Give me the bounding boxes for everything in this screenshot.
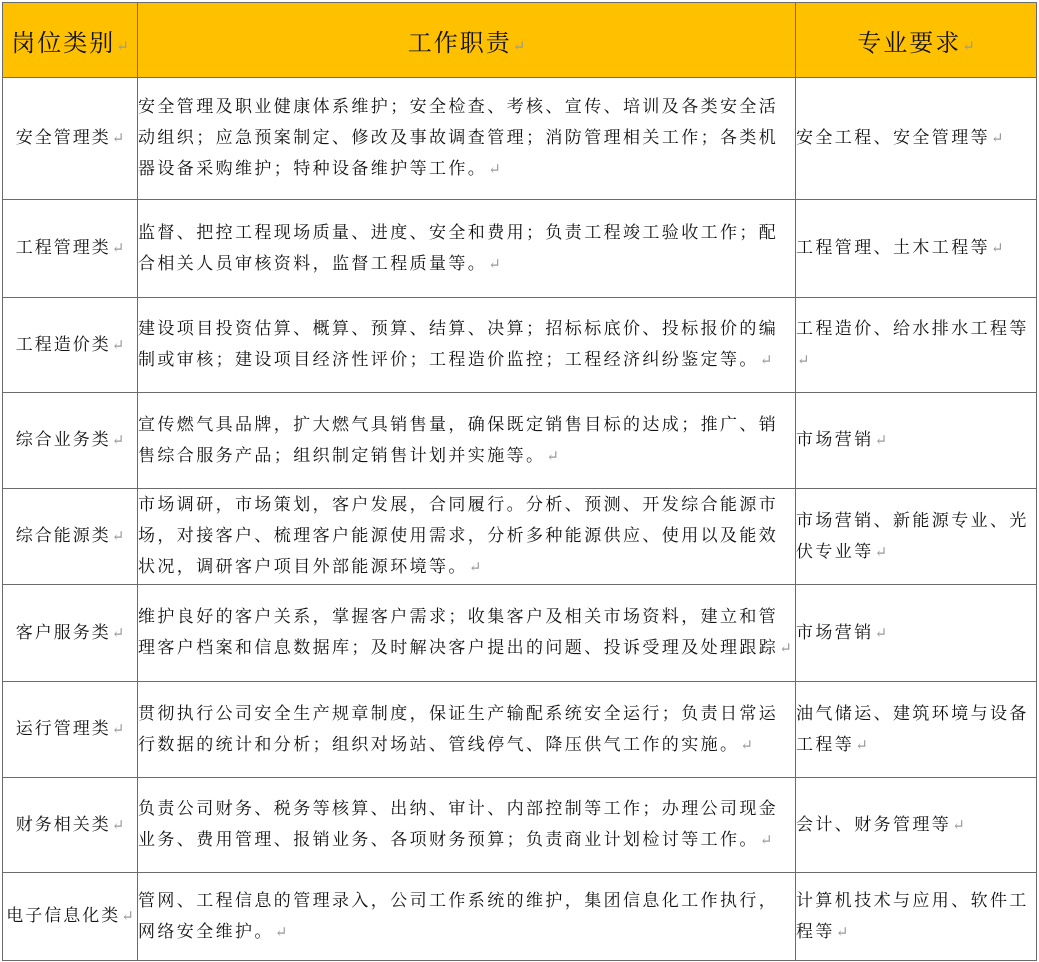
duties-cell: 管网、工程信息的管理录入，公司工作系统的维护，集团信息化工作执行，网络安全维护。↵ xyxy=(138,873,796,961)
table-row xyxy=(3,200,1037,298)
paragraph-mark-icon: ↵ xyxy=(468,558,482,576)
paragraph-mark-icon: ↵ xyxy=(991,129,1004,147)
header-duties: 工作职责↵ xyxy=(138,3,796,78)
category-cell: 安全管理类↵ xyxy=(3,78,138,200)
duties-cell: 安全管理及职业健康体系维护；安全检查、考核、宣传、培训及各类安全活动组织；应急预案制定、修改及事故调查管理；消防管理相关工作；各类机器设备采购维护；特种设备维护等工作。↵ xyxy=(138,78,796,200)
requirements-cell: 安全工程、安全管理等↵ xyxy=(796,78,1037,200)
paragraph-mark-icon: ↵ xyxy=(759,351,773,369)
paragraph-mark-icon: ↵ xyxy=(952,815,965,834)
paragraph-mark-icon: ↵ xyxy=(759,831,773,849)
paragraph-mark-icon: ↵ xyxy=(874,431,888,449)
category-cell: 客户服务类↵ xyxy=(3,585,138,682)
duties-cell: 监督、把控工程现场质量、进度、安全和费用；负责工程竣工验收工作；配合相关人员审核资料，监督工程质量等。↵ xyxy=(138,200,796,298)
table-row xyxy=(3,78,1037,200)
paragraph-mark-icon: ↵ xyxy=(111,815,125,834)
requirements-cell: 工程管理、土木工程等↵ xyxy=(796,200,1037,298)
duties-cell: 建设项目投资估算、概算、预算、结算、决算；招标标底价、投标报价的编制或审核；建设项目经济性评价；工程造价监控；工程经济纠纷鉴定等。↵ xyxy=(138,298,796,393)
duties-cell: 宣传燃气具品牌，扩大燃气具销售量，确保既定销售目标的达成；推广、销售综合服务产品；组织制定销售计划并实施等。↵ xyxy=(138,393,796,489)
paragraph-mark-icon: ↵ xyxy=(835,922,849,941)
paragraph-mark-icon: ↵ xyxy=(274,922,288,941)
paragraph-mark-icon: ↵ xyxy=(116,36,129,55)
duties-cell: 维护良好的客户关系，掌握客户需求；收集客户及相关市场资料，建立和管理客户档案和信息数据库；及时解决客户提出的问题、投诉受理及处理跟踪↵ xyxy=(138,585,796,682)
header-category: 岗位类别↵ xyxy=(3,3,138,78)
paragraph-mark-icon: ↵ xyxy=(779,639,792,657)
requirements-cell: 市场营销↵ xyxy=(796,393,1037,489)
requirements-cell: 油气储运、建筑环境与设备工程等↵ xyxy=(796,682,1037,778)
category-cell: 电子信息化类↵ xyxy=(3,873,138,961)
table-row xyxy=(3,489,1037,585)
duties-cell: 贯彻执行公司安全生产规章制度，保证生产输配系统安全运行；负责日常运行数据的统计和分析；组织对场站、管线停气、降压供气工作的实施。↵ xyxy=(138,682,796,778)
category-cell: 财务相关类↵ xyxy=(3,778,138,873)
paragraph-mark-icon: ↵ xyxy=(512,36,526,55)
table-row xyxy=(3,298,1037,393)
paragraph-mark-icon: ↵ xyxy=(488,254,501,273)
duties-cell: 负责公司财务、税务等核算、出纳、审计、内部控制等工作；办理公司现金业务、费用管理、报销业务、各项财务预算；负责商业计划检讨等工作。↵ xyxy=(138,778,796,873)
paragraph-mark-icon: ↵ xyxy=(111,335,125,354)
paragraph-mark-icon: ↵ xyxy=(111,431,125,449)
table-row xyxy=(3,778,1037,873)
paragraph-mark-icon: ↵ xyxy=(546,446,559,465)
paragraph-mark-icon: ↵ xyxy=(111,239,125,257)
category-cell: 综合能源类↵ xyxy=(3,489,138,585)
category-cell: 运行管理类↵ xyxy=(3,682,138,778)
paragraph-mark-icon: ↵ xyxy=(488,160,501,178)
paragraph-mark-icon: ↵ xyxy=(874,542,888,561)
paragraph-mark-icon: ↵ xyxy=(962,36,975,55)
paragraph-mark-icon: ↵ xyxy=(111,527,125,545)
paragraph-mark-icon: ↵ xyxy=(121,907,134,925)
paragraph-mark-icon: ↵ xyxy=(797,351,810,369)
requirements-cell: 市场营销↵ xyxy=(796,585,1037,682)
category-cell: 综合业务类↵ xyxy=(3,393,138,489)
header-row xyxy=(3,3,1037,78)
paragraph-mark-icon: ↵ xyxy=(111,720,125,738)
table-row xyxy=(3,682,1037,778)
requirements-cell: 计算机技术与应用、软件工程等↵ xyxy=(796,873,1037,961)
paragraph-mark-icon: ↵ xyxy=(855,735,868,754)
paragraph-mark-icon: ↵ xyxy=(991,239,1004,257)
header-requirements: 专业要求↵ xyxy=(796,3,1037,78)
requirements-cell: 工程造价、给水排水工程等↵ xyxy=(796,298,1037,393)
table-row xyxy=(3,585,1037,682)
paragraph-mark-icon: ↵ xyxy=(740,735,753,754)
paragraph-mark-icon: ↵ xyxy=(111,623,125,642)
table-row xyxy=(3,393,1037,489)
paragraph-mark-icon: ↵ xyxy=(874,623,888,642)
paragraph-mark-icon: ↵ xyxy=(111,129,125,147)
category-cell: 工程造价类↵ xyxy=(3,298,138,393)
requirements-cell: 市场营销、新能源专业、光伏专业等↵ xyxy=(796,489,1037,585)
category-cell: 工程管理类↵ xyxy=(3,200,138,298)
table-row xyxy=(3,873,1037,961)
requirements-cell: 会计、财务管理等↵ xyxy=(796,778,1037,873)
positions-table xyxy=(2,2,1037,961)
duties-cell: 市场调研，市场策划，客户发展，合同履行。分析、预测、开发综合能源市场，对接客户、梳理客户能源使用需求，分析多种能源供应、使用以及能效状况，调研客户项目外部能源环境等。↵ xyxy=(138,489,796,585)
